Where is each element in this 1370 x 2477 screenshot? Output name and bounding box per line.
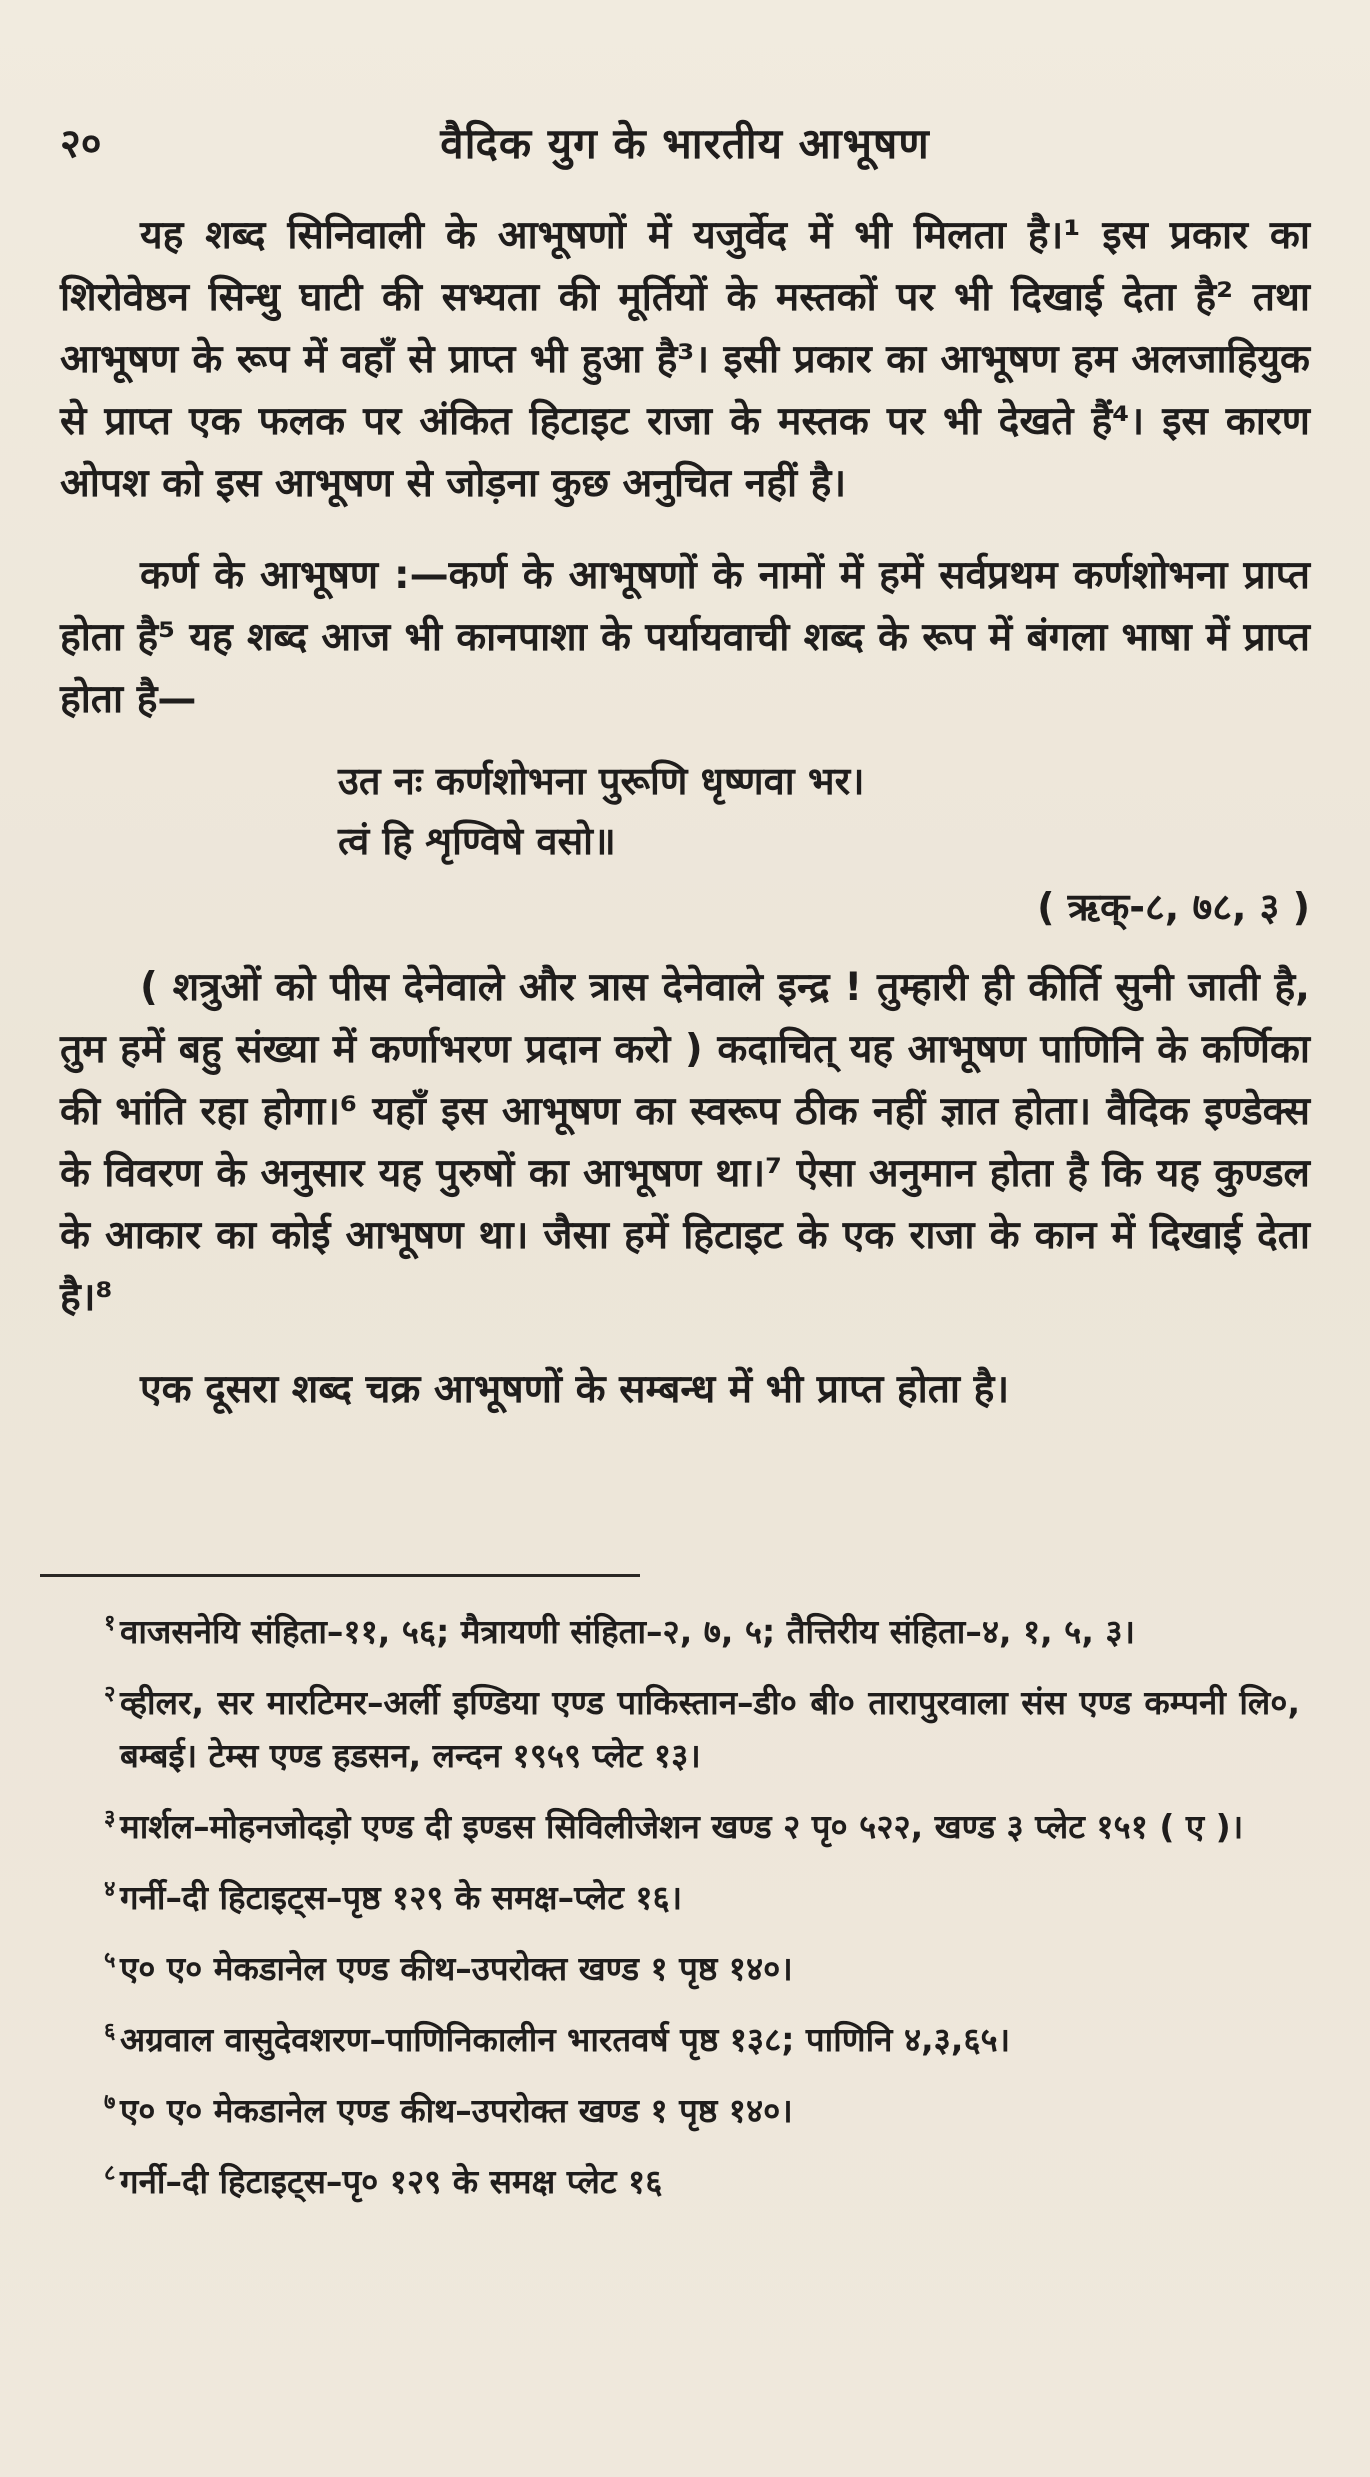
- page-header: [60, 108, 1310, 178]
- footnote-4: [104, 1871, 1300, 1924]
- footnote-mark: १: [104, 1611, 116, 1636]
- footnote-mark: ७: [104, 2090, 116, 2115]
- footnote-text: वाजसनेयि संहिता–११, ५६; मैत्रायणी संहिता–२, ७, ५; तैत्तिरीय संहिता–४, १, ५, ३।: [120, 1612, 1136, 1651]
- footnote-mark: २: [104, 1682, 116, 1707]
- footnote-mark: ५: [104, 1948, 116, 1973]
- footnotes: [104, 1605, 1300, 2226]
- footnote-text: मार्शल–मोहनजोदड़ो एण्ड दी इण्डस सिविलीजेशन खण्ड २ पृ० ५२२, खण्ड ३ प्लेट १५१ ( ए )।: [120, 1807, 1244, 1846]
- footnote-text: गर्नी–दी हिटाइट्स–पृष्ठ १२९ के समक्ष–प्लेट १६।: [120, 1878, 683, 1917]
- paragraph-3: ( शत्रुओं को पीस देनेवाले और त्रास देनेवाले इन्द्र ! तुम्हारी ही कीर्ति सुनी जाती है, तुम हमें बहु संख्या में कर्णाभरण प्रदान करो ) कदाचित् यह आभूषण पाणिनि के कर्णिका की भांति रहा होगा।⁶ यहाँ इस आभूषण का स्वरूप ठीक नहीं ज्ञात होता। वैदिक इण्डेक्स के विवरण के अनुसार यह पुरुषों का आभूषण था।⁷ ऐसा अनुमान होता है कि यह कुण्डल के आकार का कोई आभूषण था। जैसा हमें हिटाइट के एक राजा के कान में दिखाई देता है।⁸: [60, 965, 1310, 1320]
- footnote-mark: ३: [104, 1806, 116, 1831]
- paragraph-2-text: कर्ण के आभूषणों के नामों में हमें सर्वप्रथम कर्णशोभना प्राप्त होता है⁵ यह शब्द आज भी कानपाशा के पर्यायवाची शब्द के रूप में बंगला भाषा में प्राप्त होता है—: [60, 553, 1310, 722]
- footnote-divider: [40, 1574, 640, 1577]
- footnote-8: [104, 2155, 1300, 2208]
- footnote-mark: ६: [104, 2019, 116, 2044]
- footnote-text: अग्रवाल वासुदेवशरण–पाणिनिकालीन भारतवर्ष पृष्ठ १३८; पाणिनि ४,३,६५।: [120, 2020, 1011, 2059]
- footnote-1: [104, 1605, 1300, 1658]
- footnote-text: ए० ए० मेकडानेल एण्ड कीथ–उपरोक्त खण्ड १ पृष्ठ १४०।: [120, 2091, 793, 2130]
- page-number: २०: [60, 121, 102, 167]
- footnote-mark: ८: [104, 2161, 116, 2186]
- footnote-mark: ४: [104, 1877, 116, 1902]
- footnote-text: गर्नी–दी हिटाइट्स–पृ० १२९ के समक्ष प्लेट १६: [120, 2162, 663, 2201]
- paragraph-4: एक दूसरा शब्द चक्र आभूषणों के सम्बन्ध में भी प्राप्त होता है।: [140, 1367, 1010, 1412]
- verse-block: [338, 751, 1310, 871]
- footnote-5: [104, 1942, 1300, 1995]
- running-title: वैदिक युग के भारतीय आभूषण: [440, 119, 930, 168]
- footnote-6: [104, 2013, 1300, 2066]
- paragraph-1: यह शब्द सिनिवाली के आभूषणों में यजुर्वेद में भी मिलता है।¹ इस प्रकार का शिरोवेष्ठन सिन्धु घाटी की सभ्यता की मूर्तियों के मस्तकों पर भी दिखाई देता है² तथा आभूषण के रूप में वहाँ से प्राप्त भी हुआ है³। इसी प्रकार का आभूषण हम अलजाहियुक से प्राप्त एक फलक पर अंकित हिटाइट राजा के मस्तक पर भी देखते हैं⁴। इस कारण ओपश को इस आभूषण से जोड़ना कुछ अनुचित नहीं है।: [60, 213, 1310, 506]
- verse-citation: ( ऋक्-८, ७८, ३ ): [1037, 885, 1310, 929]
- footnote-text: ए० ए० मेकडानेल एण्ड कीथ–उपरोक्त खण्ड १ पृष्ठ १४०।: [120, 1949, 793, 1988]
- footnote-2: [104, 1676, 1300, 1782]
- footnote-text: व्हीलर, सर मारटिमर–अर्ली इण्डिया एण्ड पाकिस्तान–डी० बी० तारापुरवाला संस एण्ड कम्पनी लि०, बम्बई। टेम्स एण्ड हडसन, लन्दन १९५९ प्लेट १३।: [120, 1683, 1300, 1775]
- main-text: [60, 205, 1310, 1451]
- footnote-7: [104, 2084, 1300, 2137]
- paragraph-2: [60, 545, 1310, 731]
- section-heading-ear-ornaments: कर्ण के आभूषण :—: [140, 553, 449, 598]
- verse-line-2: त्वं हि शृण्विषे वसो॥: [338, 819, 616, 863]
- verse-line-1: उत नः कर्णशोभना पुरूणि धृष्णवा भर।: [338, 759, 865, 803]
- footnote-3: [104, 1800, 1300, 1853]
